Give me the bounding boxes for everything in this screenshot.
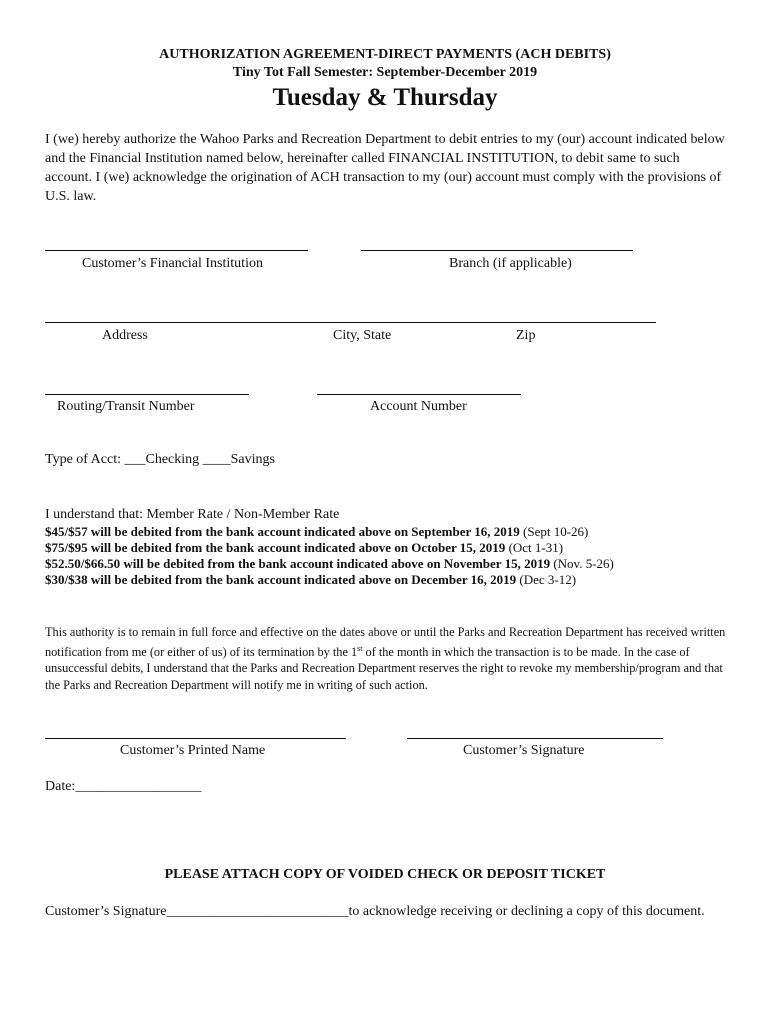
debit-range: (Nov. 5-26) [550, 556, 614, 571]
debit-line [45, 556, 614, 572]
authorization-intro: I (we) hereby authorize the Wahoo Parks and Recreation Department to debit entries to my (our) account indicated below and the Financial Institution named below, hereinafter called FINANCIAL INSTITUTION, to debit same to such account. I (we) acknowledge the origination of ACH transaction to my (our) account must comply with the provisions of U.S. law. [45, 132, 725, 204]
debit-text: $75/$95 will be debited from the bank account indicated above on October 15, 2019 [45, 540, 506, 555]
debit-line [45, 524, 588, 540]
address-line[interactable] [45, 322, 656, 323]
branch-line[interactable] [361, 250, 633, 251]
account-number-line[interactable] [317, 394, 521, 395]
authority-paragraph [45, 624, 730, 693]
authority-text-1: This authority is to remain in full force and effective on the dates above or until the Parks and Recreation Department has received written notification from me (or either of us) of its termination by the 1 [45, 625, 726, 659]
acknowledge-text: to acknowledge receiving or declining a copy of this document. [348, 904, 705, 919]
debit-line [45, 572, 576, 588]
debit-text: $45/$57 will be debited from the bank account indicated above on September 16, 2019 [45, 524, 520, 539]
account-number-label: Account Number [370, 399, 467, 414]
signature-label: Customer’s Signature [463, 743, 585, 758]
address-label: Address [102, 328, 148, 343]
rate-statement: I understand that: Member Rate / Non-Member Rate [45, 507, 340, 522]
routing-number-line[interactable] [45, 394, 249, 395]
debit-range: (Dec 3-12) [516, 572, 577, 587]
acknowledge-signature-field[interactable]: Customer’s Signature__________________________ [45, 904, 349, 919]
authority-text-2: of the month in which the transaction is to be made. In the case of unsuccessful debits, I understand that the Parks and Recreation Department reserves the right to revoke my membership/program and that the Parks and Recreation Department will notify me in writing of such action. [45, 644, 723, 692]
account-type-field[interactable]: Type of Acct: ___Checking ____Savings [45, 452, 275, 467]
debit-range: (Oct 1-31) [505, 540, 564, 555]
financial-institution-label: Customer’s Financial Institution [82, 256, 263, 271]
acknowledge-statement [45, 903, 725, 921]
printed-name-label: Customer’s Printed Name [120, 743, 266, 758]
printed-name-line[interactable] [45, 738, 346, 739]
authority-superscript: st [357, 643, 363, 653]
date-field[interactable]: Date:__________________ [45, 779, 202, 794]
debit-line [45, 540, 563, 556]
debit-text: $30/$38 will be debited from the bank account indicated above on December 16, 2019 [45, 572, 517, 587]
signature-line[interactable] [407, 738, 663, 739]
form-title: AUTHORIZATION AGREEMENT-DIRECT PAYMENTS (ACH DEBITS) [159, 47, 611, 62]
financial-institution-line[interactable] [45, 250, 308, 251]
routing-number-label: Routing/Transit Number [57, 399, 195, 414]
form-subtitle: Tiny Tot Fall Semester: September-December 2019 [232, 65, 538, 80]
zip-label: Zip [516, 328, 536, 343]
branch-label: Branch (if applicable) [449, 256, 572, 271]
debit-text: $52.50/$66.50 will be debited from the bank account indicated above on November 15, 2019 [45, 556, 551, 571]
debit-range: (Sept 10-26) [519, 524, 589, 539]
form-days-heading: Tuesday & Thursday [272, 84, 498, 111]
city-state-label: City, State [333, 328, 392, 343]
attach-notice: PLEASE ATTACH COPY OF VOIDED CHECK OR DEPOSIT TICKET [164, 867, 606, 882]
